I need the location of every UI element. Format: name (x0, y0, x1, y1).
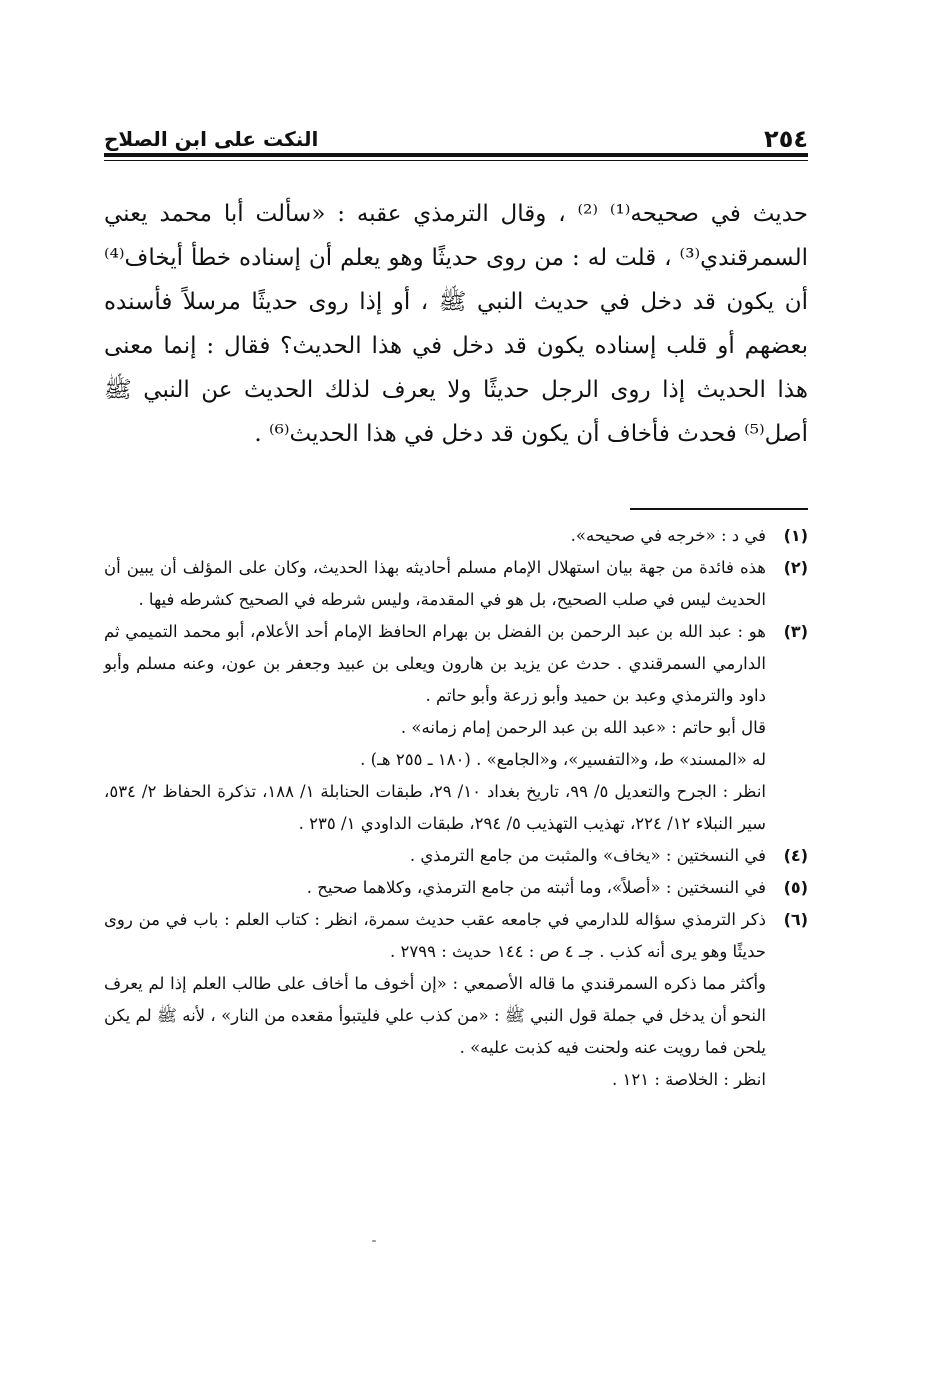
main-paragraph: حديث في صحيحه⁽¹⁾ ⁽²⁾ ، وقال الترمذي عقبه : «سألت أبا محمد يعني السمرقندي⁽³⁾ ، قلت له : من روى حديثًا وهو يعلم أن إسناده خطأ أيخاف⁽⁴⁾ أن يكون قد دخل في حديث النبي ﷺ ، أو إذا روى حديثًا مرسلاً فأسنده بعضهم أو قلب إسناده يكون قد دخل في هذا الحديث؟ فقال : إنما معنى هذا الحديث إذا روى الرجل حديثًا ولا يعرف لذلك الحديث عن النبي ﷺ أصل⁽⁵⁾ فحدث فأخاف أن يكون قد دخل في هذا الحديث⁽⁶⁾ . (104, 201, 808, 447)
footnote-number: (٦) (783, 910, 808, 929)
footnote-body (104, 840, 766, 872)
footnote-line: قال أبو حاتم : «عبد الله بن عبد الرحمن إمام زمانه» . (400, 718, 766, 737)
footnote-number: (٣) (783, 622, 808, 641)
header-rule-thin (104, 160, 808, 161)
print-speck (372, 1240, 376, 1242)
footnote-5 (104, 872, 808, 904)
footnote-number: (٤) (783, 846, 808, 865)
footnote-line: في النسختين : «يخاف» والمثبت من جامع الترمذي . (409, 846, 766, 865)
footnote-number: (١) (783, 526, 808, 545)
footnote-number: (٢) (783, 558, 808, 577)
footnote-body (104, 904, 766, 1096)
footnote-body (104, 552, 766, 616)
footnote-line: ذكر الترمذي سؤاله للدارمي في جامعه عقب حديث سمرة، انظر : كتاب العلم : باب في من روى حديثًا وهو يرى أنه كذب . جـ ٤ ص : ١٤٤ حديث : ٢٧٩٩ . (104, 910, 766, 961)
footnote-body (104, 520, 766, 552)
footnote-line: في النسختين : «أصلاً»، وما أثبته من جامع الترمذي، وكلاهما صحيح . (306, 878, 766, 897)
footnote-line: انظر : الجرح والتعديل ٥/ ٩٩، تاريخ بغداد ١٠/ ٢٩، طبقات الحنابلة ١/ ١٨٨، تذكرة الحفاظ ٢/ ٥٣٤، سير النبلاء ١٢/ ٢٢٤، تهذيب التهذيب ٥/ ٢٩٤، طبقات الداودي ١/ ٢٣٥ . (104, 782, 767, 833)
footnote-line: في د : «خرجه في صحيحه». (570, 526, 766, 545)
footnote-4 (104, 840, 808, 872)
footnote-separator (630, 508, 808, 510)
footnotes (104, 520, 808, 1096)
page-header (104, 118, 808, 154)
footnote-line: انظر : الخلاصة : ١٢١ . (612, 1070, 766, 1089)
main-text (104, 192, 808, 456)
footnote-number: (٥) (783, 878, 808, 897)
footnote-3 (104, 616, 808, 840)
running-title: النكت على ابن الصلاح (104, 127, 319, 151)
footnote-2 (104, 552, 808, 616)
footnote-body (104, 616, 766, 840)
footnote-1 (104, 520, 808, 552)
footnote-6 (104, 904, 808, 1096)
footnote-line: وأكثر مما ذكره السمرقندي ما قاله الأصمعي : «إن أخوف ما أخاف على طالب العلم إذا لم يعرف النحو أن يدخل في جملة قول النبي ﷺ : «من كذب علي فليتبوأ مقعده من النار» ، لأنه ﷺ لم يكن يلحن فما رويت عنه ولحنت فيه كذبت عليه» . (104, 974, 766, 1057)
footnote-line: هو : عبد الله بن عبد الرحمن بن الفضل بن بهرام الحافظ الإمام أحد الأعلام، أبو محمد التميمي ثم الدارمي السمرقندي . حدث عن يزيد بن هارون ويعلى بن عبيد وجعفر بن عون، وعنه مسلم وأبو داود والترمذي وعبد بن حميد وأبو زرعة وأبو حاتم . (104, 622, 766, 705)
header-rule-thick (104, 153, 808, 157)
footnote-body (104, 872, 766, 904)
page-number: ٢٥٤ (764, 125, 808, 153)
footnote-line: له «المسند» ط، و«التفسير»، و«الجامع» . (١٨٠ ـ ٢٥٥ هـ) . (360, 750, 766, 769)
footnote-line: هذه فائدة من جهة بيان استهلال الإمام مسلم أحاديثه بهذا الحديث، وكان على المؤلف أن يبين أن الحديث ليس في صلب الصحيح، بل هو في المقدمة، وليس شرطه في الصحيح كشرطه فيها . (104, 558, 766, 609)
